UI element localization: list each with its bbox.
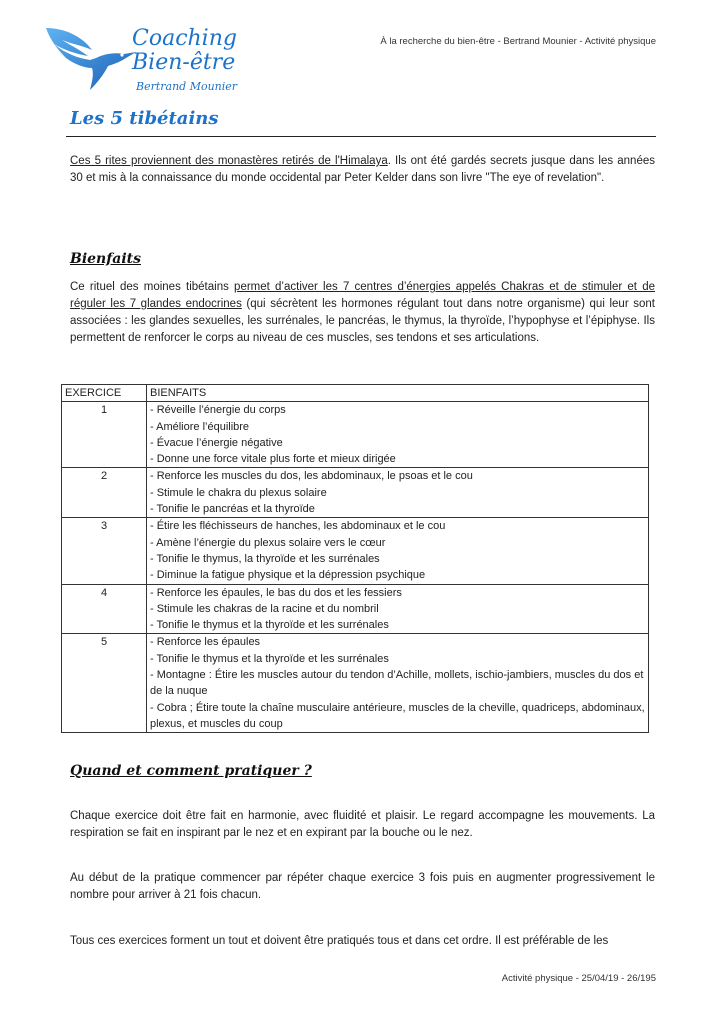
logo-text-author: Bertrand Mounier (136, 80, 238, 93)
benefit-item: - Amène l’énergie du plexus solaire vers le cœur (150, 536, 386, 549)
benefit-item: - Stimule les chakras de la racine et du nombril (150, 602, 379, 615)
table-cell-exercise-number: 4 (62, 584, 147, 634)
table-cell-benefits (147, 634, 649, 733)
benefit-item: - Évacue l’énergie négative (150, 436, 283, 449)
logo-text-coaching: Coaching (132, 26, 237, 51)
table-cell-exercise-number: 1 (62, 402, 147, 468)
hummingbird-icon (44, 24, 139, 94)
quand-paragraph-1: Chaque exercice doit être fait en harmonie, avec fluidité et plaisir. Le regard accompagne les mouvements. La respiration se fait en inspirant par le nez et en expirant par la bouche ou le nez. (70, 810, 655, 839)
intro-paragraph (70, 153, 655, 187)
benefit-item: - Diminue la fatigue physique et la dépression psychique (150, 569, 426, 582)
benefit-item: - Tonifie le thymus, la thyroïde et les surrénales (150, 552, 380, 565)
exercise-table (61, 384, 649, 733)
quand-paragraph-2: Au début de la pratique commencer par répéter chaque exercice 3 fois puis en augmenter progressivement le nombre pour arriver à 21 fois chacun. (70, 872, 655, 901)
benefit-item: - Réveille l’énergie du corps (150, 404, 286, 417)
benefit-item: - Renforce les épaules (150, 636, 261, 649)
benefit-item: - Stimule le chakra du plexus solaire (150, 486, 327, 499)
benefit-item: - Tonifie le thymus et la thyroïde et les surrénales (150, 619, 389, 632)
bienfaits-paragraph (70, 279, 655, 347)
benefit-item: - Donne une force vitale plus forte et mieux dirigée (150, 453, 396, 466)
benefit-item: - Étire les fléchisseurs de hanches, les abdominaux et le cou (150, 520, 446, 533)
logo (44, 24, 244, 104)
table-cell-benefits (147, 402, 649, 468)
benefit-item: - Renforce les muscles du dos, les abdominaux, le psoas et le cou (150, 470, 473, 483)
bienfaits-underlined-text: permet d’activer les 7 centres d’énergies appelés Chakras et de stimuler et de réguler les 7 glandes endocrines (70, 281, 655, 310)
table-row (62, 584, 649, 634)
table-cell-exercise-number: 2 (62, 468, 147, 518)
intro-text: . Ils ont été gardés secrets jusque dans les années 30 et mis à la connaissance du monde occidental par Peter Kelder dans son livre "The eye of revelation". (70, 155, 655, 184)
quand-paragraph-3: Tous ces exercices forment un tout et doivent être pratiqués tous et dans cet ordre. Il est préférable de les (70, 935, 609, 947)
section-heading-quand: Quand et comment pratiquer ? (70, 763, 312, 779)
benefit-item: - Montagne : Étire les muscles autour du tendon d’Achille, mollets, ischio-jambiers, muscles du dos et de la nuque (150, 669, 644, 698)
table-header-row (62, 385, 649, 402)
table-cell-exercise-number: 3 (62, 518, 147, 584)
table-row (62, 634, 649, 733)
benefit-item: - Améliore l’équilibre (150, 420, 250, 433)
benefit-item: - Tonifie le pancréas et la thyroïde (150, 503, 315, 516)
table-cell-benefits (147, 518, 649, 584)
bienfaits-text-end: (qui sécrètent les hormones régulant tout dans notre organisme) qui leur sont associées : les glandes sexuelles, les surrénales, le pancréas, le thymus, la thyroïde, l’hypophyse et l’épiphyse. Ils permettent de renforcer le corps au niveau de ces muscles, ses tendons et ses articulations. (70, 298, 655, 344)
table-row (62, 518, 649, 584)
bienfaits-text-start: Ce rituel des moines tibétains (70, 281, 235, 293)
page-footer: Activité physique - 25/04/19 - 26/195 (501, 973, 656, 984)
intro-underlined-text: Ces 5 rites proviennent des monastères retirés de l'Himalaya (70, 155, 388, 167)
title-divider (66, 136, 656, 137)
table-cell-exercise-number: 5 (62, 634, 147, 733)
table-cell-benefits (147, 584, 649, 634)
table-cell-benefits (147, 468, 649, 518)
table-header-exercice: EXERCICE (62, 385, 147, 402)
logo-text-bien-etre: Bien-être (132, 50, 236, 75)
section-heading-bienfaits: Bienfaits (70, 251, 141, 267)
header-right-text: À la recherche du bien-être - Bertrand Mounier - Activité physique (380, 36, 656, 47)
benefit-item: - Tonifie le thymus et la thyroïde et les surrénales (150, 652, 389, 665)
table-row (62, 468, 649, 518)
page-title: Les 5 tibétains (70, 108, 219, 129)
benefit-item: - Cobra ; Étire toute la chaîne musculaire antérieure, muscles de la cheville, quadriceps, abdominaux, plexus, et muscles du coup (150, 701, 645, 730)
table-header-bienfaits: BIENFAITS (147, 385, 649, 402)
benefit-item: - Renforce les épaules, le bas du dos et les fessiers (150, 586, 402, 599)
table-row (62, 402, 649, 468)
